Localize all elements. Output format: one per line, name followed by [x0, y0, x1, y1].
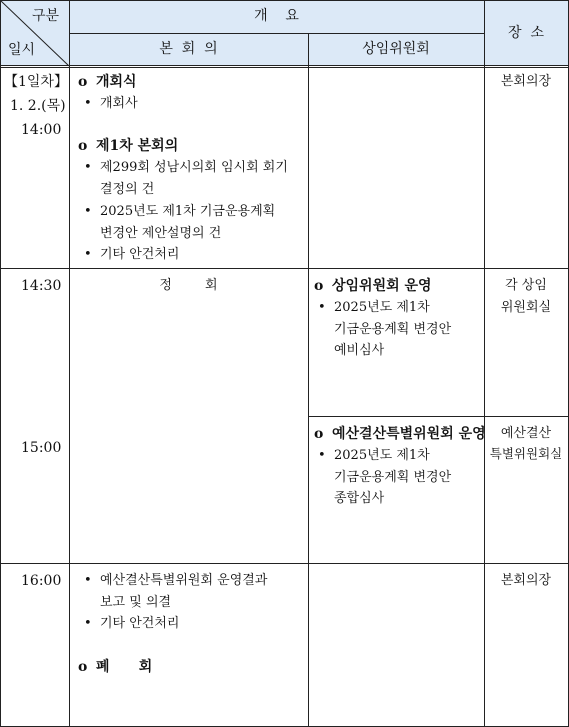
row2-comm2-line1: [318, 446, 430, 466]
hline-row2: [0, 563, 569, 564]
bullet-marker: •: [84, 96, 92, 111]
bullet-marker: •: [84, 160, 92, 175]
row1-sec2-title: [78, 136, 178, 156]
circle-marker: o: [78, 138, 88, 154]
list-item: 기타 안건처리: [100, 247, 180, 262]
row2-comm1-line3: 예비심사: [334, 343, 385, 358]
section-title: 폐 회: [96, 659, 153, 675]
row1-sec2-item2-cont: 변경안 제안설명의 건: [100, 226, 222, 241]
header-ilsi: 일시: [8, 42, 36, 58]
header-bonhoeui: 본 회 의: [159, 41, 218, 57]
vline-committee: [308, 33, 309, 727]
row1-sec2-item3: [84, 245, 179, 265]
row3-item1-line2: 보고 및 의결: [100, 595, 172, 610]
list-item: 개회사: [100, 96, 138, 111]
hline-committee-split: [308, 416, 569, 417]
row3-item1-line1: [84, 571, 267, 591]
row1-date: 1. 2.(목): [10, 98, 66, 114]
row3-closing: [78, 657, 152, 677]
row2-time1: 14:30: [21, 278, 62, 294]
row3-item2: [84, 614, 179, 634]
row3-place: 본회의장: [500, 573, 552, 588]
bullet-marker: •: [84, 204, 92, 219]
list-item: 2025년도 제1차: [334, 448, 430, 463]
section-title: 예산결산특별위원회 운영: [332, 426, 486, 442]
row2-comm1-line1: [318, 298, 430, 318]
list-item: 기타 안건처리: [100, 616, 180, 631]
row2-comm1-line2: 기금운용계획 변경안: [334, 322, 452, 337]
vline-place: [484, 0, 485, 727]
list-item: 2025년도 제1차 기금운용계획: [100, 204, 276, 219]
row2-comm2-line2: 기금운용계획 변경안: [334, 470, 452, 485]
row1-time: 14:00: [21, 122, 62, 138]
header-sangim: 상임위원회: [362, 41, 430, 57]
row1-sec2-item2: [84, 202, 275, 222]
row2-comm1-title: [314, 276, 432, 296]
row1-sec1-item: [84, 94, 138, 114]
section-title: 개회식: [96, 74, 137, 90]
row3-time: 16:00: [21, 573, 62, 589]
section-title: 상임위원회 운영: [332, 278, 432, 294]
circle-marker: o: [314, 278, 324, 294]
border-left: [0, 0, 1, 727]
row2-comm2-line3: 종합심사: [334, 491, 385, 506]
hline-gaeyo-sub: [69, 33, 484, 34]
circle-marker: o: [78, 74, 88, 90]
row2-comm2-title: [314, 424, 486, 444]
row2-time2: 15:00: [21, 440, 62, 456]
bullet-marker: •: [84, 247, 92, 262]
row2-place1-line2: 위원회실: [500, 300, 552, 315]
bullet-marker: •: [84, 616, 92, 631]
header-gubun: 구분: [32, 8, 60, 24]
list-item: 2025년도 제1차: [334, 300, 430, 315]
row2-recess: 정 회: [159, 278, 218, 293]
row1-sec1-title: [78, 72, 137, 92]
circle-marker: o: [314, 426, 324, 442]
bullet-marker: •: [318, 448, 326, 463]
header-gaeyo: 개 요: [254, 8, 299, 24]
hline-row1: [0, 268, 569, 269]
row2-place1-line1: 각 상임: [505, 278, 547, 293]
list-item: 제299회 성남시의회 임시회 회기: [100, 160, 288, 175]
row1-place: 본회의장: [500, 74, 552, 89]
section-title: 제1차 본회의: [96, 138, 179, 154]
circle-marker: o: [78, 659, 88, 675]
bullet-marker: •: [84, 573, 92, 588]
vline-time: [69, 0, 70, 727]
hline-header-double: [0, 65, 569, 68]
row1-sec2-item1-cont: 결정의 건: [100, 182, 155, 197]
row1-day: 【1일차】: [4, 74, 68, 90]
bullet-marker: •: [318, 300, 326, 315]
list-item: 예산결산특별위원회 운영결과: [100, 573, 268, 588]
header-jangso: 장 소: [508, 25, 544, 41]
row1-sec2-item1: [84, 158, 288, 178]
row2-place2-line1: 예산결산: [500, 426, 552, 441]
row2-place2-line2: 특별위원회실: [489, 446, 563, 461]
